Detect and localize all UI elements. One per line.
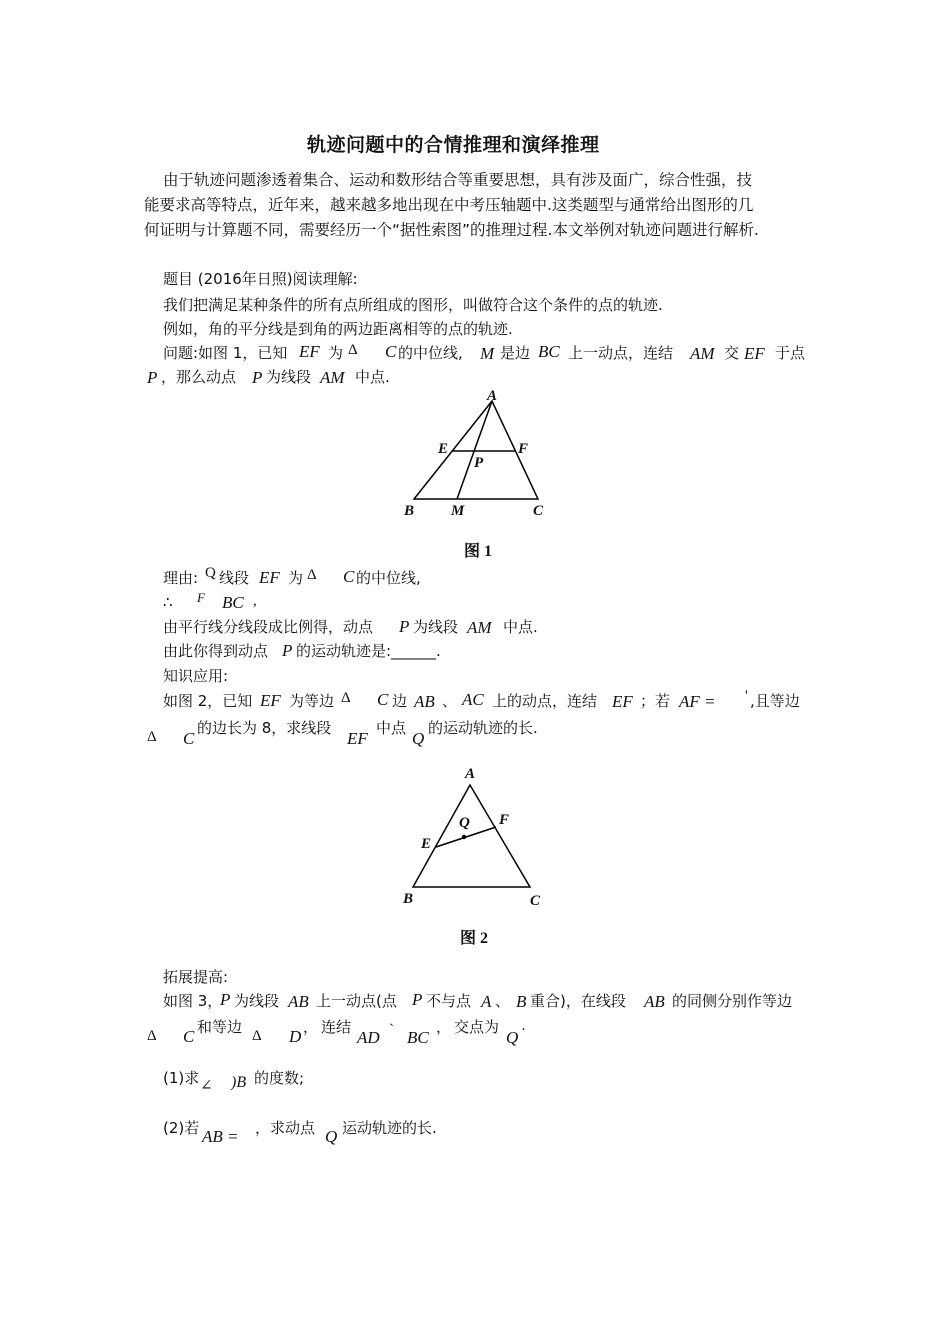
application-math-EF-2: EF	[612, 692, 633, 711]
extension-math-D: D	[289, 1027, 302, 1046]
extension-e6: 的同侧分别作等边	[672, 992, 793, 1010]
extension-header: 拓展提高:	[163, 968, 229, 986]
question-2-middle: ，求动点	[255, 1119, 316, 1137]
extension-math-BC: BC	[407, 1028, 429, 1047]
application-a4: 上的动点，连结	[492, 692, 598, 710]
reason-line-4: 由此你得到动点	[163, 642, 269, 660]
application-a3: 边	[392, 692, 408, 710]
text-at-point: 于点	[775, 344, 806, 362]
extension-e3: 上一动点(点	[316, 992, 397, 1010]
application-a8: 中点	[376, 719, 407, 737]
fig2-label-Q: Q	[459, 815, 470, 831]
extension-math-AB-2: AB	[644, 992, 665, 1011]
math-P-2: P	[252, 368, 263, 387]
because-symbol: Q	[205, 565, 216, 581]
application-math-AC: AC	[462, 690, 484, 709]
extension-e2: 为线段	[234, 992, 280, 1010]
fig2-label-F: F	[499, 812, 510, 828]
problem-header: 题目 (2016年日照)阅读理解:	[163, 270, 358, 288]
segment-AM	[457, 401, 492, 499]
reason-math-P: P	[399, 617, 410, 636]
reason-prefix: 理由:	[163, 569, 199, 587]
application-a6: ,且等边	[750, 692, 800, 710]
fig1-label-M: M	[451, 503, 465, 519]
figure-2-caption: 图 2	[460, 930, 489, 947]
page-title: 轨迹问题中的合情推理和演绎推理	[307, 134, 600, 156]
application-math-EF-3: EF	[347, 729, 368, 748]
text-is-segment: 为线段	[266, 368, 312, 386]
math-EF: EF	[299, 342, 320, 361]
text-midpoint: 中点.	[355, 368, 390, 386]
reason-math-F: F	[197, 590, 205, 605]
text-then-moving: ，那么动点	[161, 368, 237, 386]
reason-line-4-b: 的运动轨迹是:______.	[296, 642, 441, 660]
extension-delta-2: Δ	[252, 1028, 262, 1044]
text-midline: 的中位线,	[398, 344, 463, 362]
application-math-AB: AB	[414, 692, 435, 711]
definition-line: 我们把满足某种条件的所有点所组成的图形，叫做符合这个条件的点的轨迹.	[163, 296, 663, 314]
reason-math-P-2: P	[282, 641, 293, 660]
extension-math-P: P	[220, 990, 231, 1009]
angle-fragment: )B	[231, 1074, 247, 1091]
extension-comma: ，	[303, 1018, 319, 1036]
math-C: C	[385, 342, 397, 361]
extension-math-P-2: P	[412, 990, 423, 1009]
application-a7: 的边长为 8，求线段	[197, 719, 332, 737]
application-math-C-2: C	[183, 729, 195, 748]
question-1-suffix: 的度数;	[254, 1069, 305, 1087]
intro-line-2: 能要求高等特点，近年来，越来越多地出现在中考压轴题中.这类题型与通常给出图形的几	[144, 196, 754, 214]
extension-e5: 重合)，在线段	[530, 992, 626, 1010]
reason-segment: 线段	[219, 569, 250, 587]
reason-line-3-b: 为线段	[413, 618, 459, 636]
application-a1: 如图 2，已知	[163, 692, 253, 710]
question-prefix: 问题:如图 1，已知	[163, 344, 288, 362]
fig1-label-P: P	[474, 455, 484, 471]
application-math-Q: Q	[412, 729, 425, 748]
application-math-C: C	[377, 690, 389, 709]
extension-tick: `	[389, 1022, 394, 1038]
application-a9: 的运动轨迹的长.	[428, 719, 538, 737]
reason-delta: Δ	[307, 567, 317, 583]
intro-line-1: 由于轨迹问题渗透着集合、运动和数形结合等重要思想，具有涉及面广，综合性强，技	[163, 171, 753, 189]
application-math-EF: EF	[260, 691, 281, 710]
text-is-for: 为	[328, 344, 344, 362]
question-2-suffix: 运动轨迹的长.	[342, 1119, 437, 1137]
question-1-prefix: (1)求	[163, 1069, 200, 1087]
application-tick: '	[745, 688, 748, 704]
extension-math-C: C	[183, 1027, 195, 1046]
extension-e1: 如图 3，	[163, 992, 223, 1010]
extension-dun: 、	[495, 992, 511, 1010]
question-2-math-AB-eq: AB =	[202, 1127, 239, 1146]
extension-e8: 连结	[321, 1018, 352, 1036]
reason-math-BC: BC	[222, 593, 244, 612]
text-intersect: 交	[724, 344, 740, 362]
math-AM-2: AM	[320, 368, 345, 387]
extension-e9: 交点为	[454, 1018, 500, 1036]
extension-comma-2: ，	[436, 1018, 452, 1036]
fig2-label-E: E	[421, 836, 432, 852]
fig1-label-F: F	[518, 441, 529, 457]
extension-e4: 不与点	[426, 992, 472, 1010]
math-delta: Δ	[348, 342, 358, 358]
extension-math-AD: AD	[357, 1028, 380, 1047]
application-math-AF-eq: AF =	[679, 692, 716, 711]
figure-1-caption: 图 1	[464, 543, 493, 560]
application-header: 知识应用:	[163, 667, 229, 685]
reason-line-3-c: 中点.	[503, 618, 538, 636]
math-M: M	[480, 344, 495, 363]
text-moving-connect: 上一动点，连结	[568, 344, 674, 362]
fig1-label-C: C	[533, 503, 544, 519]
application-dun: 、	[442, 692, 458, 710]
angle-symbol: ∠	[200, 1078, 213, 1094]
extension-math-A: A	[481, 992, 492, 1011]
reason-math-EF: EF	[259, 568, 280, 587]
reason-comma: ,	[253, 593, 257, 609]
extension-math-AB: AB	[288, 992, 309, 1011]
intro-line-3: 何证明与计算题不同，需要经历一个“据性索图”的推理过程.本文举例对轨迹问题进行解析.	[144, 221, 759, 239]
fig2-label-B: B	[403, 891, 414, 907]
extension-e7: 和等边	[197, 1018, 243, 1036]
application-a5: ；若	[640, 692, 671, 710]
point-Q	[462, 835, 466, 839]
reason-math-AM: AM	[467, 618, 492, 637]
math-AM: AM	[690, 344, 715, 363]
fig1-label-E: E	[438, 441, 449, 457]
question-2-math-Q: Q	[325, 1127, 338, 1146]
math-BC: BC	[538, 342, 560, 361]
fig1-label-A: A	[487, 388, 498, 404]
reason-midline: 的中位线,	[356, 569, 421, 587]
reason-line-3: 由平行线分线段成比例得，动点	[163, 618, 374, 636]
fig2-label-A: A	[465, 766, 476, 782]
application-a2: 为等边	[289, 692, 335, 710]
reason-math-C: C	[343, 567, 355, 586]
fig1-label-B: B	[404, 503, 415, 519]
therefore-symbol: ∴	[163, 595, 173, 611]
question-2-prefix: (2)若	[163, 1119, 200, 1137]
fig2-label-C: C	[530, 893, 541, 909]
reason-is-for: 为	[288, 569, 304, 587]
example-line: 例如，角的平分线是到角的两边距离相等的点的轨迹.	[163, 320, 513, 338]
figure-2-diagram	[400, 775, 540, 895]
application-delta: Δ	[341, 690, 351, 706]
extension-math-Q: Q	[506, 1028, 519, 1047]
math-EF-2: EF	[744, 344, 765, 363]
application-delta-2: Δ	[147, 729, 157, 745]
extension-period: ·	[521, 1022, 526, 1038]
extension-math-B: B	[516, 992, 527, 1011]
text-is-on-side: 是边	[500, 344, 531, 362]
math-P: P	[147, 368, 158, 387]
extension-delta: Δ	[147, 1028, 157, 1044]
